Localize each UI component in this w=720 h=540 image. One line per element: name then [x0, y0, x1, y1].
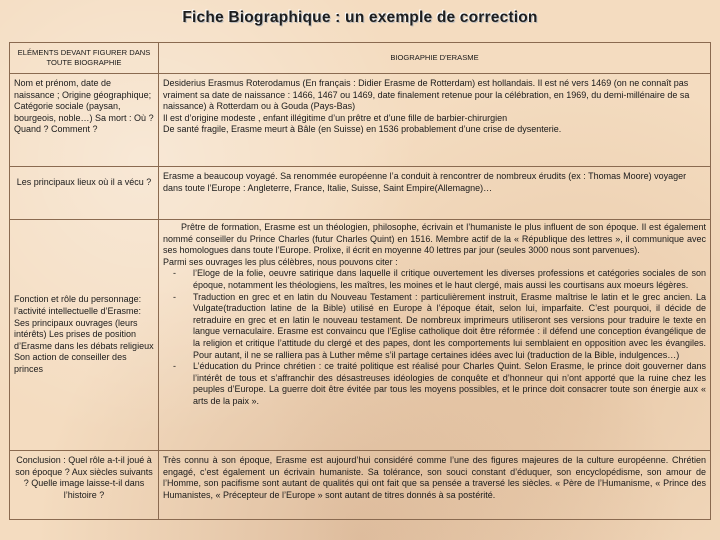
biography-table — [9, 42, 711, 520]
list-item-text: Traduction en grec et en latin du Nouveau Testament : particulièrement instruit, Erasme maîtrise le latin et le grec ancien. La Vulgate(traduction latine de la Bible) utilisé en Europe à l’époque était, selon lui, imparfaite. C’est pourquoi, il décide de retraduire en grec et en latin le nouveau testament. De nombreux imprimeurs utiliseront ses versions pour traduire le texte en langue vernaculaire. Erasme est convaincu que l’Eglise catholique doit être réformée : il défend une conception évangélique de la religion et critique l’attitude du clergé et des papes, dont les comportements lui semblaient en opposition avec les évangiles. Pour autant, il ne se ralliera pas à Luther même s’il partage certaines idées avec lui (traduction de la Bible, indulgences…) — [193, 291, 706, 360]
works-list — [163, 268, 706, 407]
table-header-row — [10, 43, 711, 74]
header-left-label: ELÉMENTS DEVANT FIGURER DANS TOUTE BIOGRAPHIE — [17, 48, 151, 67]
identity-paragraph: De santé fragile, Erasme meurt à Bâle (en Suisse) en 1536 probablement d’une crise de dysenterie. — [163, 124, 562, 135]
list-item — [173, 268, 706, 291]
row-conclusion-content: Très connu à son époque, Erasme est aujourd’hui considéré comme l’une des figures majeures de la culture européenne. Chrétien engagé, c’est également un écrivain humaniste. Sa tolérance, son souci constant d’éduquer, son encyclopédisme, son amour de l’Homme, son pacifisme sont autant de qualités qui ont fait que sa pensée a traversé les siècles. « Père de l’Humanisme, « Prince des Humanistes, « Précepteur de l’Europe » sont autant de titres donnés à sa postérité. — [159, 451, 711, 520]
table-row-conclusion — [10, 451, 711, 520]
table-row-role — [10, 220, 711, 451]
header-left-cell — [10, 43, 159, 74]
row-role-content — [159, 220, 711, 451]
identity-paragraph: Desiderius Erasmus Roterodamus (En français : Didier Erasme de Rotterdam) est hollandais. Il est né vers 1469 (on ne connaît pas vraiment sa date de naissance : 1466, 1467 ou 1469, date finalement retenue pour la célébration, en 1969, du demi-millénaire de sa naissance) à Rotterdam ou à Gouda (Pays-Bas) — [163, 78, 690, 112]
row-identity-content — [159, 74, 711, 167]
identity-paragraph: Il est d’origine modeste , enfant illégitime d’un prêtre et d’une fille de barbier-chirurgien — [163, 112, 508, 123]
table-row-identity — [10, 74, 711, 167]
row-places-content: Erasme a beaucoup voyagé. Sa renommée européenne l’a conduit à rencontrer de nombreux érudits (ex : Thomas Moore) voyager dans toute l’Europe : Angleterre, France, Italie, Suisse, Saint Empire(Allemagne)… — [159, 167, 711, 220]
list-item-text: L’éducation du Prince chrétien : ce traité politique est réalisé pour Charles Quint. Selon Erasme, le prince doit gouverner dans l’intérêt de tous et s’affranchir des désastreuses idéologies de conquête et d’honneur qui n’ont apporté que la ruine chez les peuples d’Europe. La guerre doit être évitée par tous les moyens possibles, et le prince doit consacrer toute son énergie aux « arts de la paix ». — [193, 361, 706, 406]
list-item-text: l’Eloge de la folie, oeuvre satirique dans laquelle il critique ouvertement les diverses professions et catégories sociales de son époque, notamment les théologiens, les maîtres, les moines et le haut clergé, mais aussi les courtisans aux moeurs légères. — [193, 268, 706, 290]
row-role-criteria: Fonction et rôle du personnage: l’activité intellectuelle d’Erasme: Ses principaux ouvrages (leurs intérêts) Les prises de position d’Erasme dans les débats religieux Son action de conseiller des princes — [10, 220, 159, 451]
header-right-cell — [159, 43, 711, 74]
row-identity-criteria: Nom et prénom, date de naissance ; Origine géographique; Catégorie sociale (paysan, bourgeois, noble…) Sa mort : Où ? Quand ? Comment ? — [10, 74, 159, 167]
role-intro-paragraph: Prêtre de formation, Erasme est un théologien, philosophe, écrivain et l’humaniste le plus influent de son époque. Il est également nommé conseiller du Prince Charles (futur Charles Quint) en 1516. Membre actif de la « République des lettres », il communique avec ses homologues dans toute l’Europe. Prolixe, il écrit en moyenne 40 lettres par jour (seules 3000 nous sont parvenues). — [163, 222, 706, 256]
row-conclusion-criteria: Conclusion : Quel rôle a-t-il joué à son époque ? Aux siècles suivants ? Quelle image laisse-t-il dans l’histoire ? — [10, 451, 159, 520]
list-item — [173, 291, 706, 362]
header-right-label: BIOGRAPHIE D'ERASME — [390, 53, 479, 62]
list-item — [173, 361, 706, 407]
dash-bullet: - — [173, 361, 176, 372]
dash-bullet: - — [173, 291, 176, 302]
row-places-criteria: Les principaux lieux où il a vécu ? — [10, 167, 159, 220]
page-title: Fiche Biographique : un exemple de correction — [182, 9, 538, 26]
role-lead-text: Parmi ses ouvrages les plus célèbres, nous pouvons citer : — [163, 256, 398, 267]
dash-bullet: - — [173, 268, 176, 279]
table-row-places — [10, 167, 711, 220]
